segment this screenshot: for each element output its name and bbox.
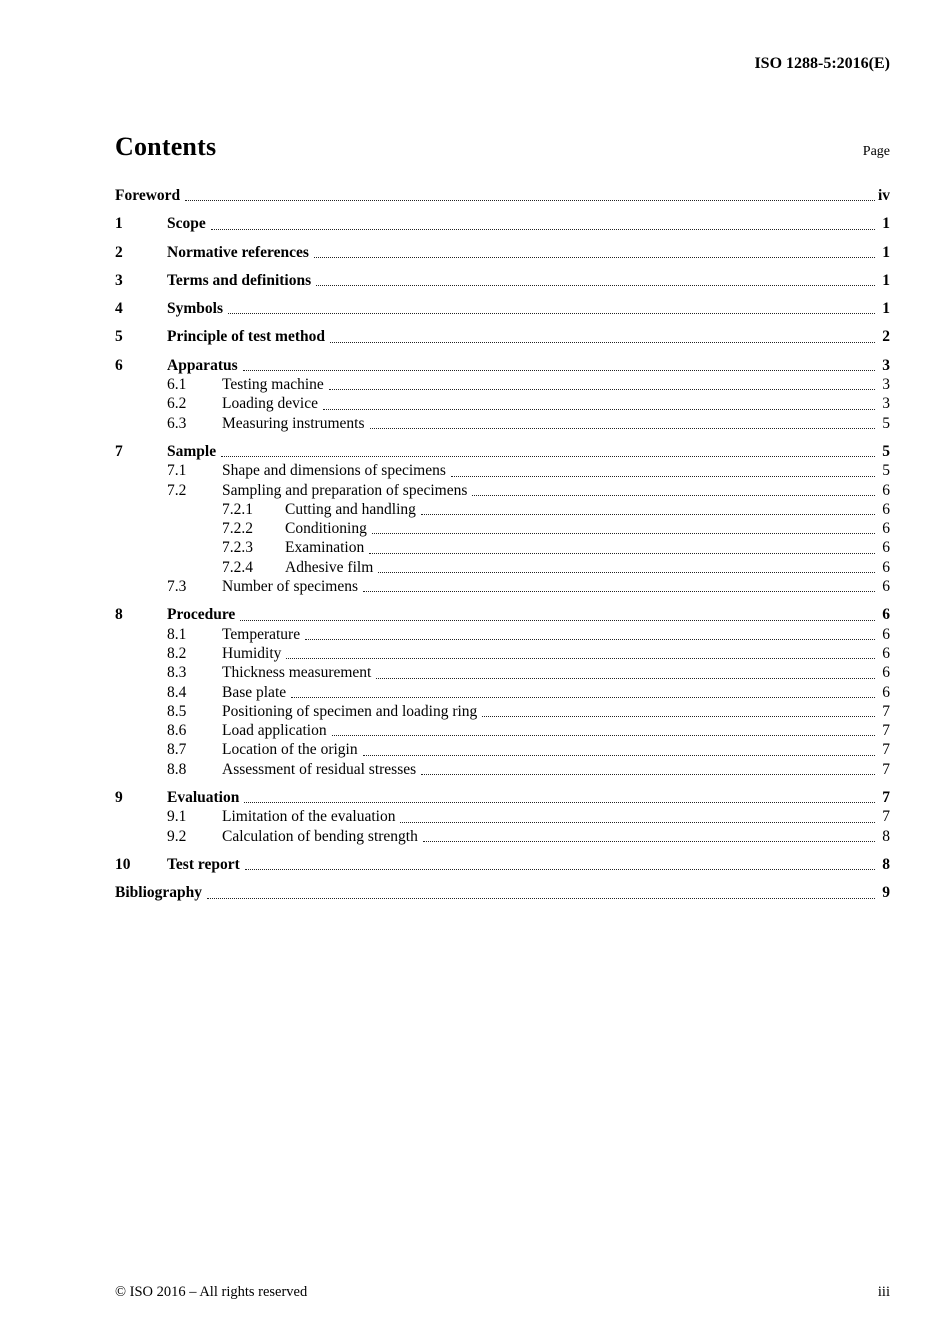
toc-entry-number: 8.4 (167, 683, 187, 701)
toc-entry (115, 760, 890, 779)
toc-dotted-leader (482, 716, 875, 717)
toc-dotted-leader (221, 456, 875, 457)
toc-entry (115, 721, 890, 740)
toc-dotted-leader (323, 409, 875, 410)
toc-entry-page: 1 (882, 271, 890, 289)
folio-page-number: iii (877, 1284, 890, 1300)
toc-entry (115, 663, 890, 682)
toc-entry-number: 7.2 (167, 481, 187, 499)
toc-dotted-leader (329, 389, 875, 390)
toc-entry-page: 6 (882, 481, 890, 499)
toc-entry-page: 1 (882, 215, 890, 233)
toc-entry-page: 6 (882, 664, 890, 682)
toc-dotted-leader (244, 802, 875, 803)
toc-entry-label: Shape and dimensions of specimens (222, 462, 446, 480)
toc-entry-page: 1 (882, 300, 890, 318)
toc-entry (115, 625, 890, 644)
toc-entry-page: 6 (882, 625, 890, 643)
toc-entry-number: 9 (115, 789, 123, 807)
toc-entry-number: 9.2 (167, 827, 187, 845)
toc-dotted-leader (376, 678, 875, 679)
toc-entry-number: 8.8 (167, 760, 187, 778)
toc-entry-page: 7 (882, 741, 890, 759)
toc-entry-number: 2 (115, 243, 123, 261)
toc-entry-number: 7.2.2 (222, 520, 253, 538)
toc-entry-number: 8.1 (167, 625, 187, 643)
toc-entry-label: Base plate (222, 683, 287, 701)
toc-entry-number: 7.1 (167, 462, 187, 480)
toc-entry-number: 6.2 (167, 395, 187, 413)
toc-entry-number: 8.7 (167, 741, 187, 759)
toc-entry-label: Foreword (115, 187, 181, 204)
toc-entry (115, 558, 890, 577)
toc-entry-page: 5 (882, 462, 890, 480)
toc-entry-number: 7.2.1 (222, 500, 253, 518)
toc-dotted-leader (330, 342, 875, 343)
toc-dotted-leader (472, 495, 875, 496)
toc-entry (115, 883, 890, 902)
toc-entry-page: 6 (882, 644, 890, 662)
toc-entry-page: 3 (882, 395, 890, 413)
toc-dotted-leader (240, 620, 875, 621)
toc-entry-label: Procedure (167, 606, 236, 624)
toc-entry-page: 2 (882, 328, 890, 346)
toc-entry-page: 8 (882, 827, 890, 845)
toc-entry (115, 538, 890, 557)
toc-dotted-leader (451, 476, 875, 477)
toc-entry-label: Humidity (222, 644, 282, 662)
toc-entry-page: 7 (882, 789, 890, 807)
toc-entry-page: 7 (882, 760, 890, 778)
toc-entry-label: Testing machine (222, 376, 324, 394)
toc-entry-page: 5 (882, 414, 890, 432)
toc-entry-page: 8 (882, 855, 890, 873)
toc-entry-label: Calculation of bending strength (222, 827, 418, 845)
toc-dotted-leader (369, 553, 875, 554)
toc-dotted-leader (185, 200, 875, 201)
toc-dotted-leader (245, 869, 875, 870)
toc-entry-label: Normative references (167, 243, 309, 261)
toc-entry (115, 271, 890, 290)
toc-entry-page: 6 (882, 578, 890, 596)
toc-entry-page: 6 (882, 520, 890, 538)
toc-entry (115, 788, 890, 807)
toc-entry-label: Test report (167, 855, 240, 873)
toc-entry-number: 1 (115, 215, 123, 233)
toc-entry-page: 6 (882, 683, 890, 701)
toc-dotted-leader (363, 591, 875, 592)
toc-entry (115, 375, 890, 394)
toc-entry-label: Cutting and handling (285, 500, 416, 518)
toc-entry-page: 6 (882, 558, 890, 576)
toc-entry-page: 7 (882, 722, 890, 740)
toc-entry (115, 481, 890, 500)
toc-entry-label: Symbols (167, 300, 223, 318)
toc-entry-label: Principle of test method (167, 328, 325, 346)
toc-entry-label: Conditioning (285, 520, 367, 538)
toc-entry-number: 4 (115, 300, 123, 318)
toc-entry (115, 605, 890, 624)
toc-entry (115, 827, 890, 846)
toc-dotted-leader (243, 370, 875, 371)
toc-entry-page: 6 (882, 500, 890, 518)
page-footer (115, 1284, 890, 1301)
toc-dotted-leader (372, 533, 875, 534)
toc-entry-number: 6.1 (167, 376, 187, 394)
toc-entry-label: Evaluation (167, 789, 240, 807)
toc-entry-label: Examination (285, 539, 365, 557)
toc-entry-label: Adhesive film (285, 558, 374, 576)
toc-dotted-leader (207, 898, 875, 899)
toc-entry (115, 299, 890, 318)
toc-entry-page: 5 (882, 442, 890, 460)
toc-entry (115, 442, 890, 461)
toc-entry-number: 6 (115, 356, 123, 374)
toc-entry-page: 9 (882, 884, 890, 902)
toc-entry-number: 8 (115, 606, 123, 624)
toc-entry-number: 8.3 (167, 664, 187, 682)
toc-entry-page: 3 (882, 376, 890, 394)
toc-entry (115, 519, 890, 538)
toc-entry (115, 500, 890, 519)
toc-dotted-leader (286, 658, 875, 659)
toc-entry-label: Thickness measurement (222, 664, 372, 682)
page-column-label: Page (862, 144, 890, 159)
toc-dotted-leader (421, 514, 875, 515)
toc-entry-label: Sample (167, 442, 217, 460)
toc-dotted-leader (421, 774, 875, 775)
toc-entry-label: Temperature (222, 625, 301, 643)
toc-entry-number: 8.2 (167, 644, 187, 662)
toc-entry-label: Location of the origin (222, 741, 358, 759)
toc-entry (115, 327, 890, 346)
toc-entry-number: 5 (115, 328, 123, 346)
toc-entry-number: 8.5 (167, 702, 187, 720)
toc-entry (115, 807, 890, 826)
toc-entry-label: Scope (167, 215, 206, 233)
toc-entry (115, 214, 890, 233)
toc-entry-label: Loading device (222, 395, 318, 413)
toc-entry (115, 577, 890, 596)
toc-entry (115, 855, 890, 874)
contents-header (115, 132, 890, 162)
toc-entry-page: 1 (882, 243, 890, 261)
toc-entry-number: 7.2.4 (222, 558, 253, 576)
toc-entry (115, 186, 890, 205)
toc-dotted-leader (363, 755, 875, 756)
toc-dotted-leader (400, 822, 875, 823)
toc-dotted-leader (316, 285, 875, 286)
toc-entry-label: Number of specimens (222, 578, 359, 596)
toc-entry (115, 683, 890, 702)
toc-dotted-leader (378, 572, 875, 573)
toc-entry-number: 7.2.3 (222, 539, 253, 557)
toc-entry-page: 3 (882, 356, 890, 374)
toc-dotted-leader (228, 313, 875, 314)
toc-entry-label: Positioning of specimen and loading ring (222, 702, 478, 720)
toc-entry-page: iv (877, 187, 890, 204)
toc-entry (115, 461, 890, 480)
toc-entry-page: 7 (882, 702, 890, 720)
toc-dotted-leader (423, 841, 875, 842)
toc-entry (115, 740, 890, 759)
toc-entry-label: Bibliography (115, 884, 202, 902)
toc-entry-number: 7 (115, 442, 123, 460)
toc-entry (115, 356, 890, 375)
copyright-notice: © ISO 2016 – All rights reserved (115, 1284, 308, 1300)
toc-dotted-leader (370, 428, 876, 429)
toc-entry-label: Terms and definitions (167, 271, 312, 289)
toc-entry-number: 9.1 (167, 808, 187, 826)
toc-entry-label: Limitation of the evaluation (222, 808, 396, 826)
document-reference: ISO 1288-5:2016(E) (754, 55, 890, 72)
toc-entry-number: 10 (115, 855, 131, 873)
toc-entry-page: 6 (882, 606, 890, 624)
toc-entry-number: 8.6 (167, 722, 187, 740)
toc-entry (115, 243, 890, 262)
toc-entry (115, 702, 890, 721)
toc-dotted-leader (332, 735, 875, 736)
toc-list (115, 186, 890, 903)
toc-entry-page: 6 (882, 539, 890, 557)
toc-entry-number: 3 (115, 271, 123, 289)
toc-entry-label: Assessment of residual stresses (222, 760, 417, 778)
toc-entry (115, 394, 890, 413)
toc-entry (115, 644, 890, 663)
toc-dotted-leader (291, 697, 875, 698)
toc-entry-page: 7 (882, 808, 890, 826)
toc-entry-label: Sampling and preparation of specimens (222, 481, 468, 499)
contents-title: Contents (115, 132, 217, 161)
toc-entry-number: 7.3 (167, 578, 187, 596)
toc-dotted-leader (211, 229, 875, 230)
toc-entry (115, 414, 890, 433)
toc-entry-label: Load application (222, 722, 327, 740)
toc-entry-label: Measuring instruments (222, 414, 365, 432)
toc-dotted-leader (305, 639, 875, 640)
toc-dotted-leader (314, 257, 875, 258)
toc-entry-label: Apparatus (167, 356, 238, 374)
toc-entry-number: 6.3 (167, 414, 187, 432)
